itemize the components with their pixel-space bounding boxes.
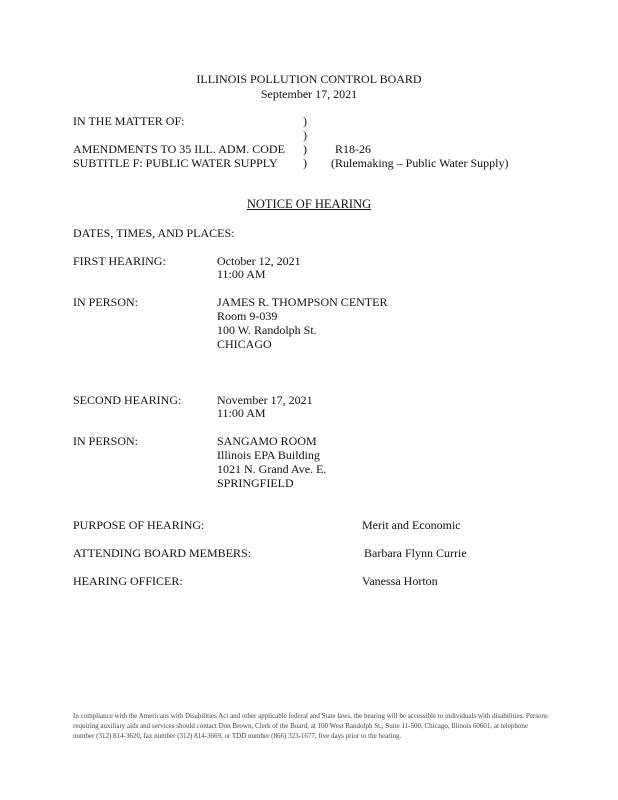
second-in-person-label: IN PERSON:	[73, 434, 139, 448]
purpose-value: Merit and Economic	[362, 518, 461, 532]
second-venue-line: SANGAMO ROOM	[217, 434, 317, 448]
caption-paren: )	[303, 114, 307, 128]
second-venue-line: SPRINGFIELD	[217, 476, 294, 490]
members-value: Barbara Flynn Currie	[364, 546, 467, 560]
docket-description: (Rulemaking – Public Water Supply)	[331, 156, 509, 170]
members-label: ATTENDING BOARD MEMBERS:	[73, 546, 252, 560]
first-hearing-label: FIRST HEARING:	[73, 254, 166, 268]
caption-paren: )	[303, 156, 307, 170]
first-venue-line: 100 W. Randolph St.	[217, 323, 317, 337]
second-venue-line: Illinois EPA Building	[217, 448, 320, 462]
dates-heading: DATES, TIMES, AND PLACES:	[73, 226, 235, 240]
notice-title: NOTICE OF HEARING	[246, 197, 372, 211]
purpose-label: PURPOSE OF HEARING:	[73, 518, 205, 532]
first-hearing-date: October 12, 2021	[217, 254, 301, 268]
officer-value: Vanessa Horton	[362, 574, 438, 588]
second-hearing-time: 11:00 AM	[217, 406, 266, 420]
docket-number: R18-26	[335, 142, 371, 156]
caption-paren: )	[303, 128, 307, 142]
second-hearing-date: November 17, 2021	[217, 393, 313, 407]
accessibility-footer: In compliance with the Americans with Disabilities Act and other applicable federal and State laws, the hearing will be accessible to individuals with disabilities. Persons requiring auxiliary aids and services should contact Don Brown, Clerk of the Board, at 100 West Randolph St., Suite 11-500, Chicago, Illinois 60601, at telephone number (312) 814-3620, fax number (312) 814-3669, or TDD number (866) 323-1677, five days prior to the hearing.	[73, 712, 548, 740]
first-in-person-label: IN PERSON:	[73, 295, 139, 309]
first-venue-line: CHICAGO	[217, 337, 272, 351]
notice-date: September 17, 2021	[260, 87, 358, 101]
subtitle-line: SUBTITLE F: PUBLIC WATER SUPPLY	[73, 156, 278, 170]
first-hearing-time: 11:00 AM	[217, 267, 266, 281]
officer-label: HEARING OFFICER:	[73, 574, 183, 588]
board-name: ILLINOIS POLLUTION CONTROL BOARD	[196, 72, 422, 86]
second-hearing-label: SECOND HEARING:	[73, 393, 182, 407]
second-venue-line: 1021 N. Grand Ave. E.	[217, 462, 327, 476]
amendments-line: AMENDMENTS TO 35 ILL. ADM. CODE	[73, 142, 285, 156]
first-venue-line: JAMES R. THOMPSON CENTER	[217, 295, 388, 309]
matter-label: IN THE MATTER OF:	[73, 114, 185, 128]
first-venue-line: Room 9-039	[217, 309, 278, 323]
caption-paren: )	[303, 142, 307, 156]
